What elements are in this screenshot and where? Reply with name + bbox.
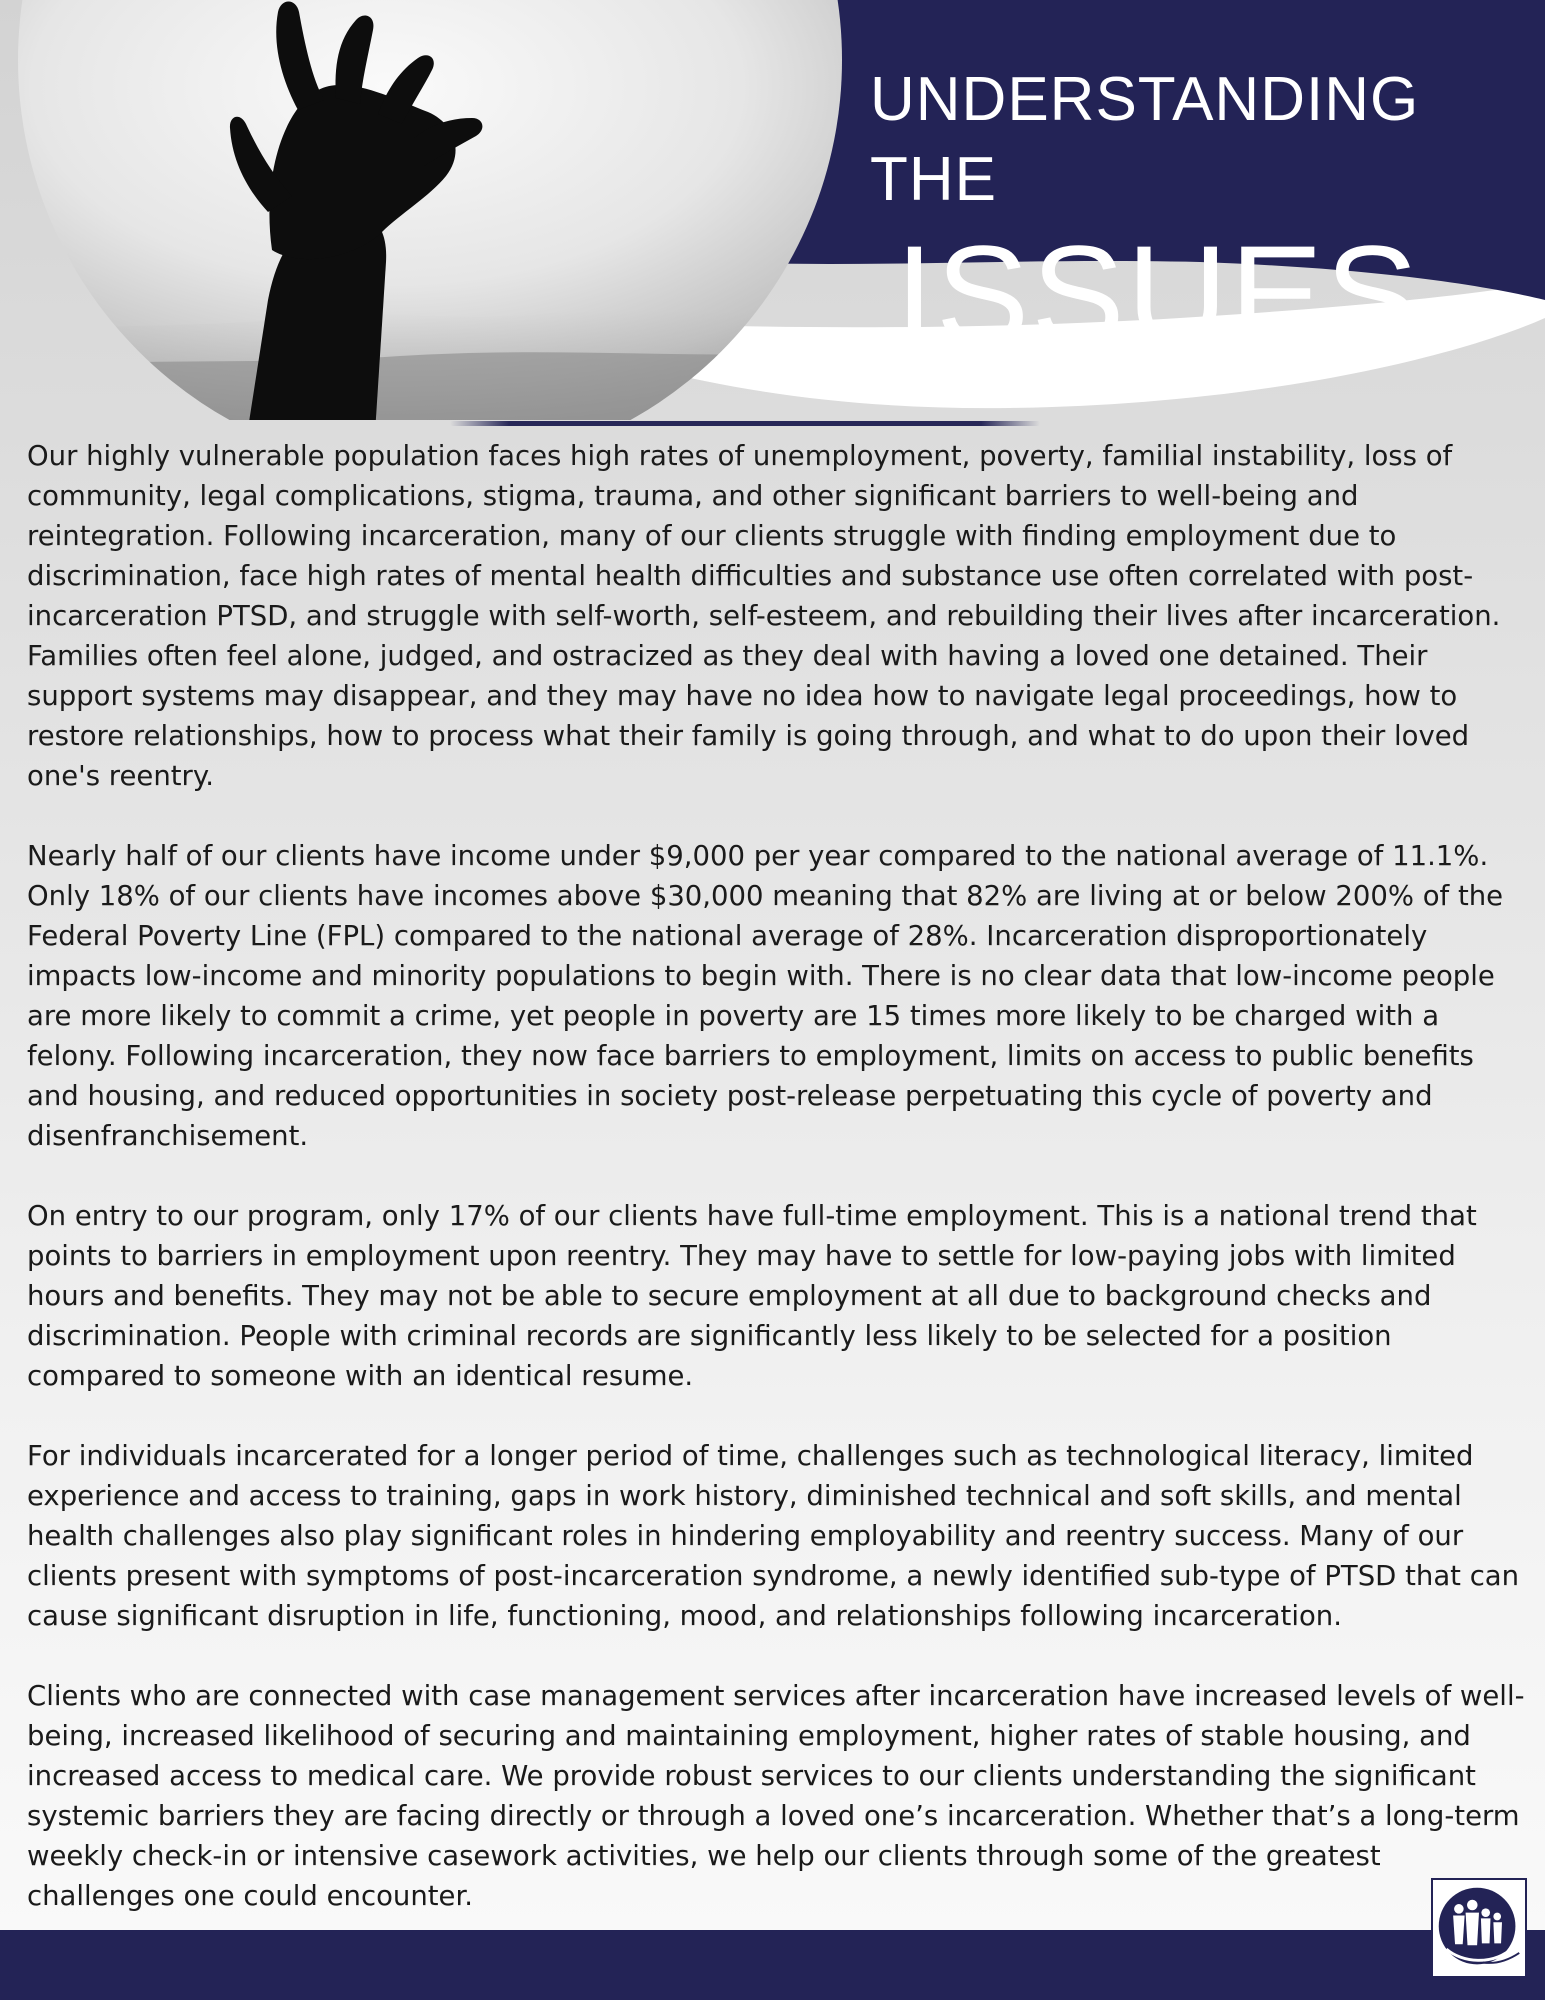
title-divider (450, 421, 1040, 426)
paragraph-4: For individuals incarcerated for a longer period of time, challenges such as technological literacy, limited experience and access to training, gaps in work history, diminished technical and soft skills, and mental health challenges also play significant roles in hindering employability and reentry success. Many of our clients present with symptoms of post-incarceration syndrome, a newly identified sub-type of PTSD that can cause significant disruption in life, functioning, mood, and relationships following incarceration. (27, 1440, 1520, 1632)
title-line-1: UNDERSTANDING THE (870, 65, 1420, 214)
body-text (27, 436, 1527, 1956)
family-logo-icon (1431, 1878, 1527, 1978)
paragraph-5: Clients who are connected with case management services after incarceration have increased levels of well-being, increased likelihood of securing and maintaining employment, higher rates of stable housing, and increased access to medical care. We provide robust services to our clients understanding the significant systemic barriers they are facing directly or through a loved one’s incarceration. Whether that’s a long-term weekly check-in or intensive casework activities, we help our clients through some of the greatest challenges one could encounter. (27, 1680, 1525, 1912)
title-line-2: ISSUES (895, 216, 1421, 373)
paragraph-3: On entry to our program, only 17% of our clients have full-time employment. This is a national trend that points to barriers in employment upon reentry. They may have to settle for low-paying jobs with limited hours and benefits. They may not be able to secure employment at all due to background checks and discrimination. People with criminal records are significantly less likely to be selected for a position compared to someone with an identical resume. (27, 1200, 1477, 1392)
footer-bar (0, 1930, 1545, 2000)
paragraph-2: Nearly half of our clients have income under $9,000 per year compared to the national average of 11.1%. Only 18% of our clients have incomes above $30,000 meaning that 82% are living at or below 200% of the Federal Poverty Line (FPL) compared to the national average of 28%. Incarceration disproportionately impacts low-income and minority populations to begin with. There is no clear data that low-income people are more likely to commit a crime, yet people in poverty are 15 times more likely to be charged with a felony. Following incarceration, they now face barriers to employment, limits on access to public benefits and housing, and reduced opportunities in society post-release perpetuating this cycle of poverty and disenfranchisement. (27, 840, 1504, 1152)
paragraph-1: Our highly vulnerable population faces high rates of unemployment, poverty, familial instability, loss of community, legal complications, stigma, trauma, and other significant barriers to well-being and reintegration. Following incarceration, many of our clients struggle with finding employment due to discrimination, face high rates of mental health difficulties and substance use often correlated with post-incarceration PTSD, and struggle with self-worth, self-esteem, and rebuilding their lives after incarceration. Families often feel alone, judged, and ostracized as they deal with having a loved one detained. Their support systems may disappear, and they may have no idea how to navigate legal proceedings, how to restore relationships, how to process what their family is going through, and what to do upon their loved one's reentry. (27, 440, 1501, 792)
page-title (870, 60, 1510, 373)
